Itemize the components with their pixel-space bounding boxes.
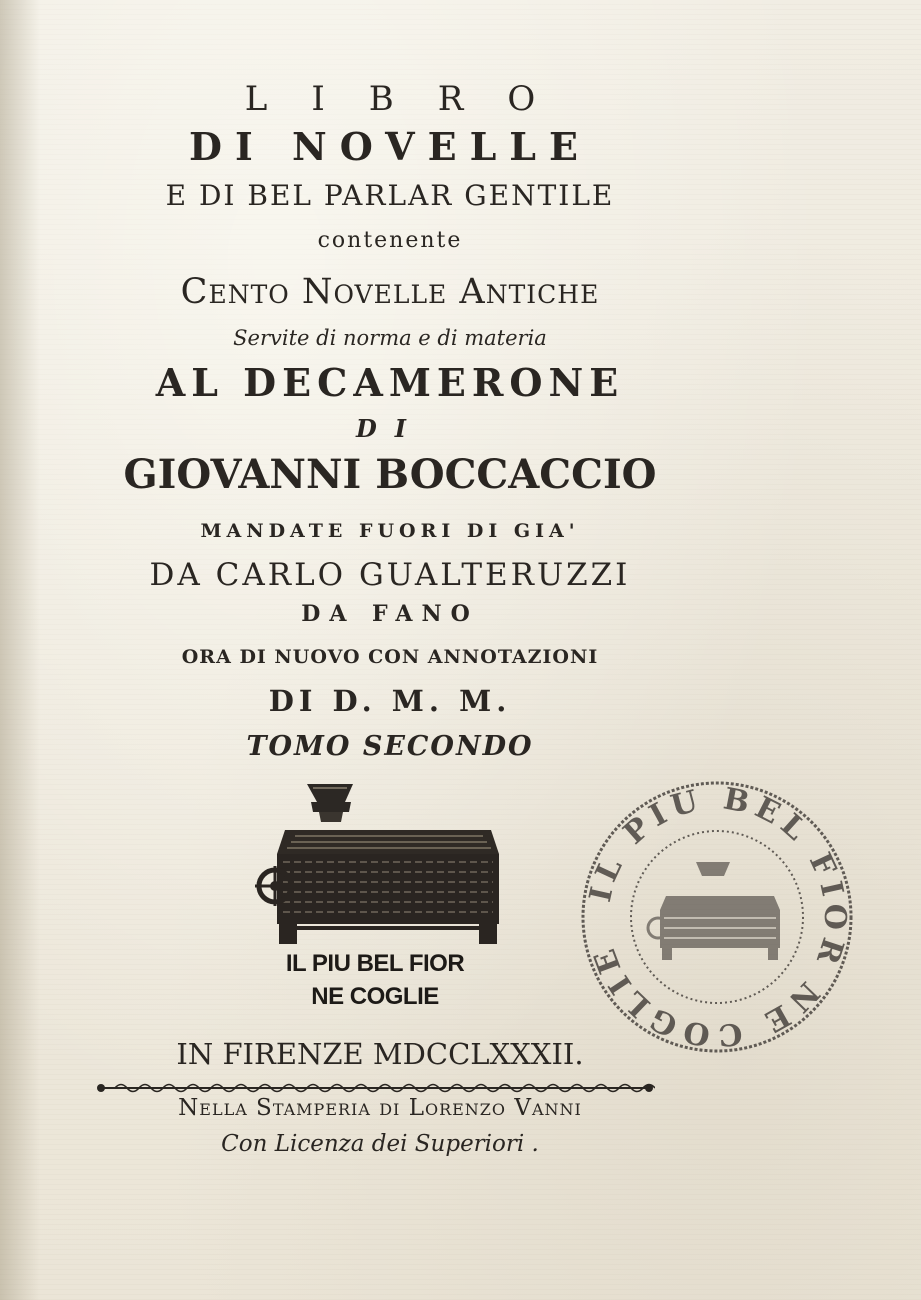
sieve-emblem-icon xyxy=(255,778,505,953)
stamp-circular-text: IL PIU BEL FIOR NE COGLIE xyxy=(583,781,853,1053)
title-line-di-novelle: DI NOVELLE xyxy=(189,124,591,169)
author-name: GIOVANNI BOCCACCIO xyxy=(123,451,657,498)
editor-name: DA CARLO GUALTERUZZI xyxy=(149,557,631,593)
title-line-contenente: contenente xyxy=(317,228,463,253)
volume-label: TOMO SECONDO xyxy=(246,731,534,762)
title-line-mandate: MANDATE FUORI DI GIA' xyxy=(200,520,580,542)
imprint-license: Con Licenza dei Superiori . xyxy=(221,1131,539,1157)
title-line-di: DI xyxy=(355,414,425,443)
title-line-da-fano: DA FANO xyxy=(301,601,479,627)
title-line-servite: Servite di norma e di materia xyxy=(233,326,547,350)
annotator-initials: DI D. M. M. xyxy=(268,684,512,718)
title-line-cento-novelle: Cento Novelle Antiche xyxy=(180,272,600,312)
imprint-printer: Nella Stamperia di Lorenzo Vanni xyxy=(178,1095,582,1121)
device-motto-line2: NE COGLIE xyxy=(311,983,439,1010)
title-line-libro: LIBRO xyxy=(244,79,580,119)
title-line-decamerone: AL DECAMERONE xyxy=(155,360,625,405)
title-line-annotazioni: ORA DI NUOVO CON ANNOTAZIONI xyxy=(181,646,599,668)
imprint-place-date: IN FIRENZE MDCCLXXXII. xyxy=(176,1037,584,1071)
title-line-bel-parlar: E DI BEL PARLAR GENTILE xyxy=(165,179,615,212)
device-motto-line1: IL PIU BEL FIOR xyxy=(285,950,465,977)
library-stamp-icon xyxy=(578,778,856,1056)
